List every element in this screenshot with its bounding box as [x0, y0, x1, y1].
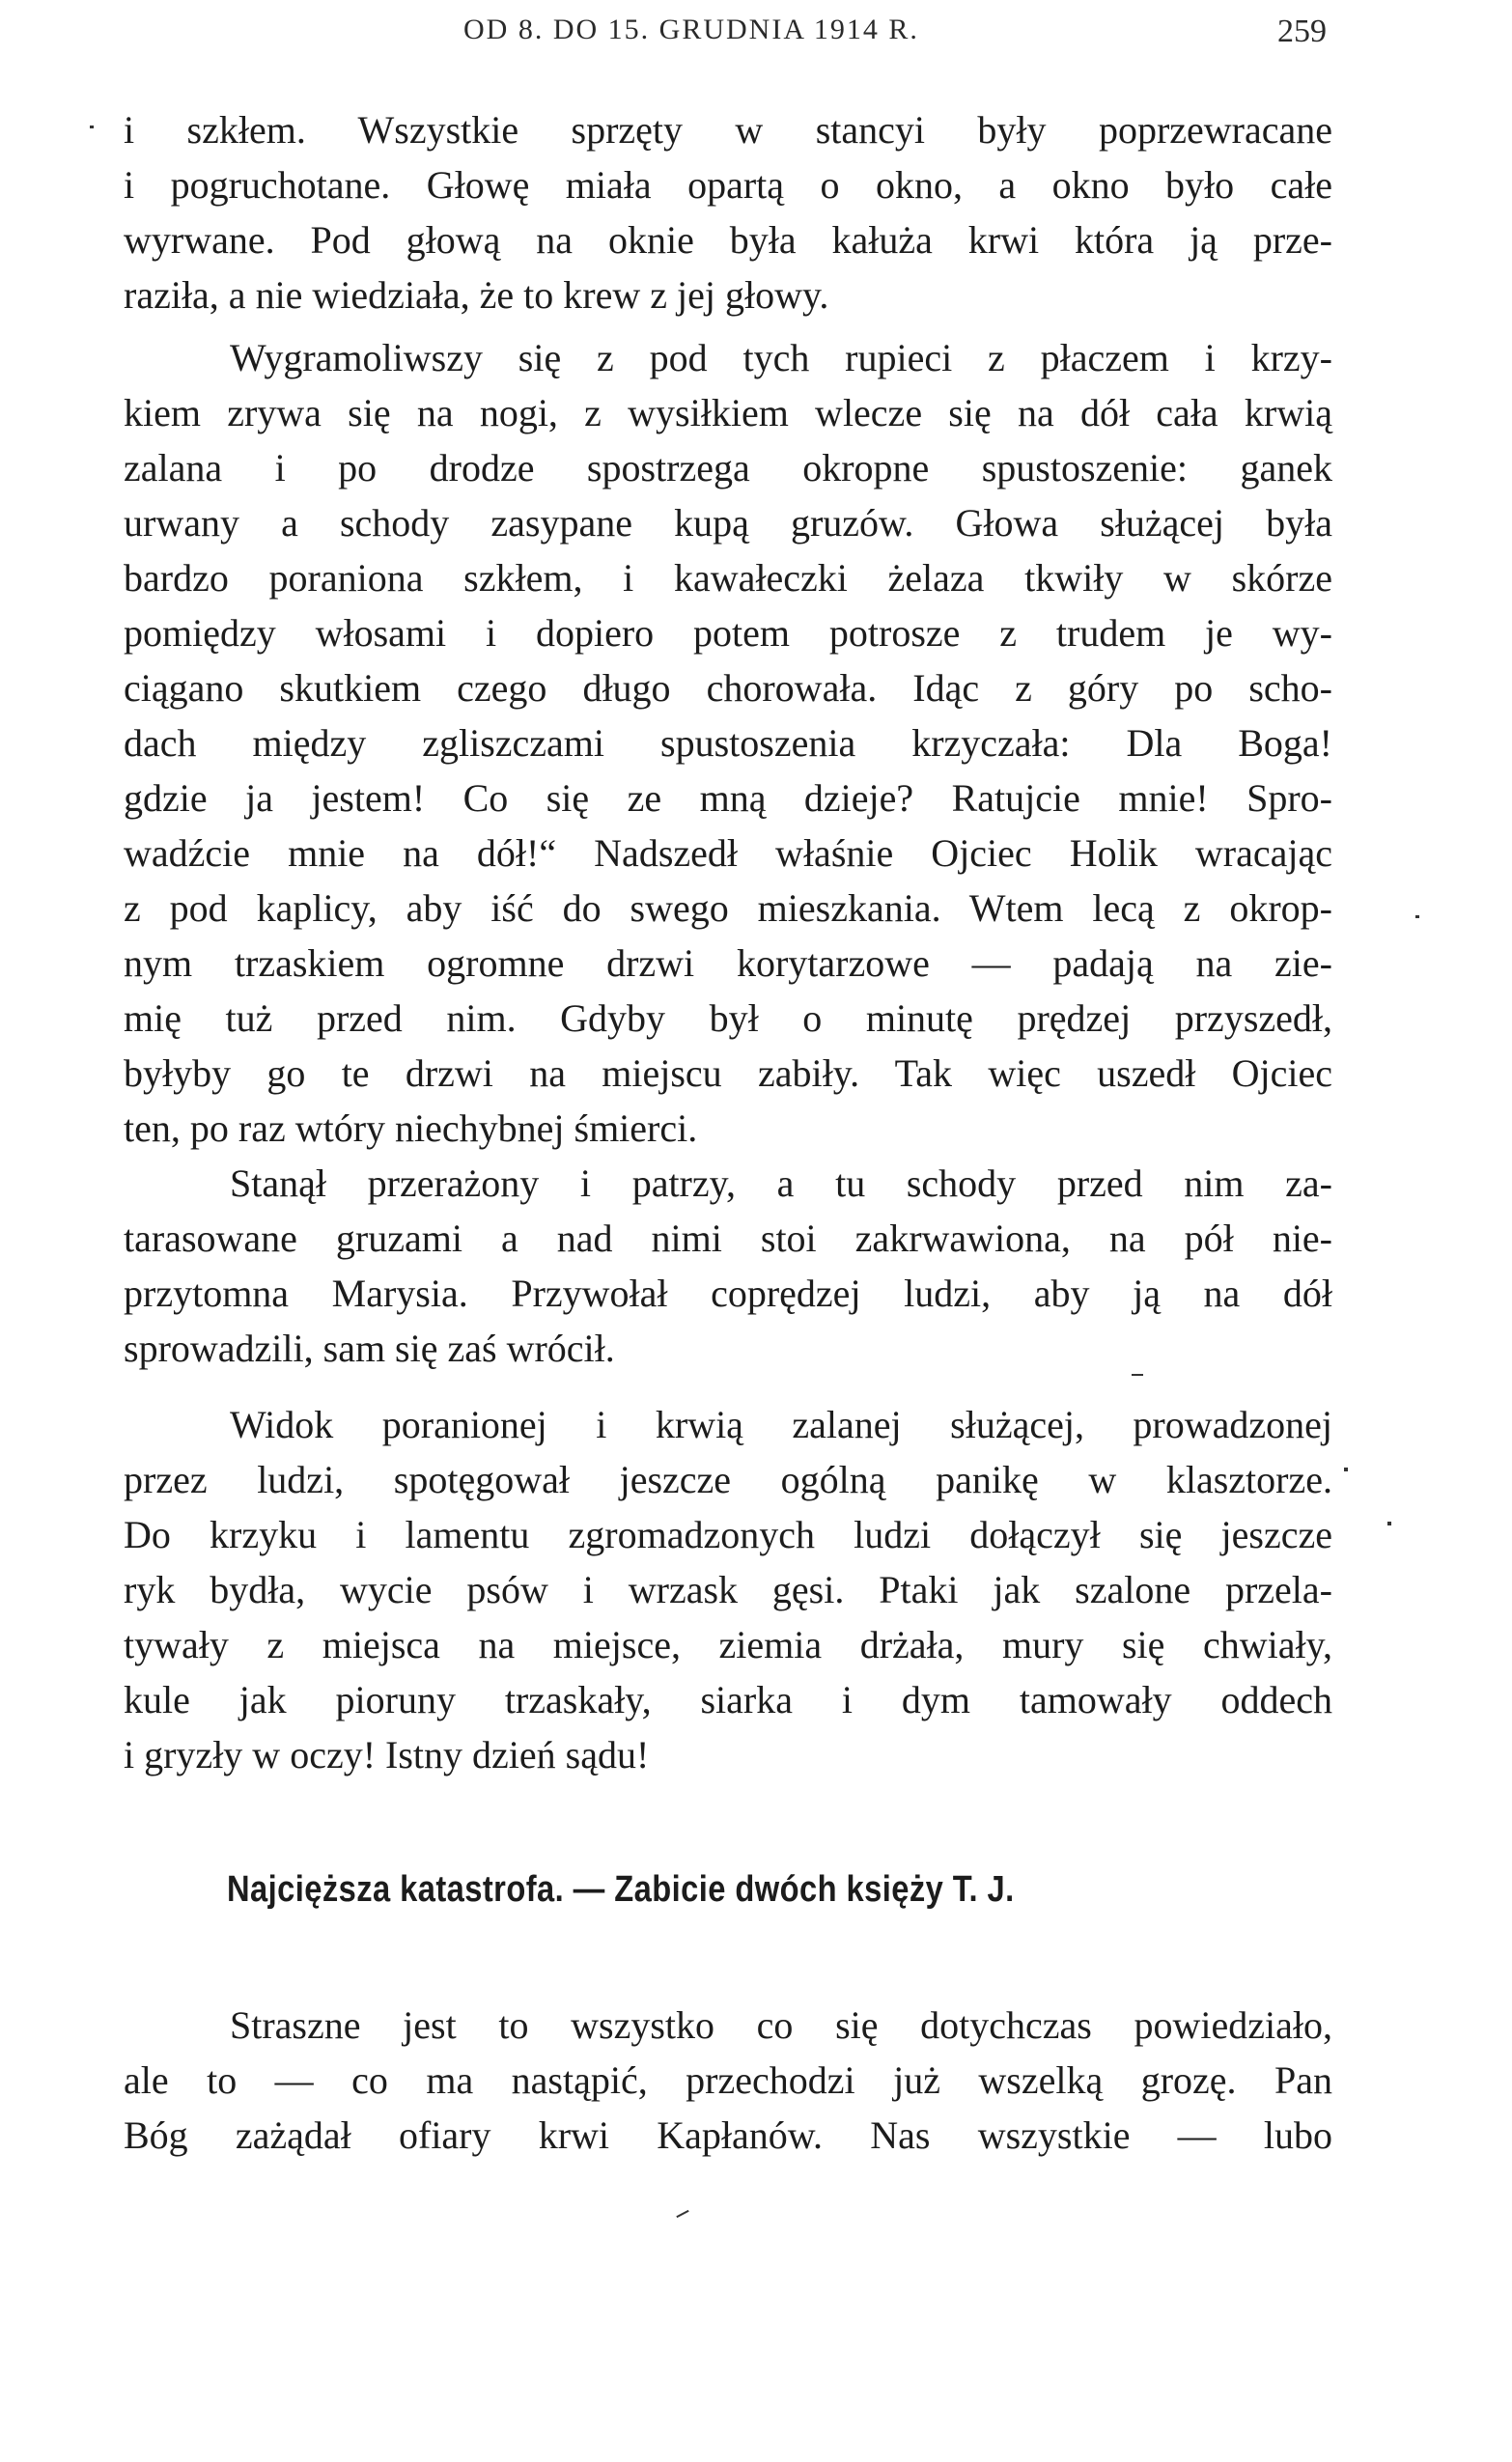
text-line: urwany a schody zasypane kupą gruzów. Głowa służącej była	[124, 501, 1332, 545]
text-line: raziła, a nie wiedziała, że to krew z jej głowy.	[124, 273, 829, 317]
text-line: z pod kaplicy, aby iść do swego mieszkania. Wtem lecą z okrop-	[124, 886, 1332, 930]
text-line: ten, po raz wtóry niechybnej śmierci.	[124, 1106, 698, 1150]
text-line: Wygramoliwszy się z pod tych rupieci z płaczem i krzy-	[230, 336, 1332, 379]
text-line: pomiędzy włosami i dopiero potem potrosze z trudem je wy-	[124, 611, 1332, 655]
text-line: sprowadzili, sam się zaś wrócił.	[124, 1327, 615, 1370]
text-line: wadźcie mnie na dół!“ Nadszedł właśnie Ojciec Holik wracając	[124, 831, 1332, 875]
text-line: zalana i po drodze spostrzega okropne spustoszenie: ganek	[124, 446, 1332, 490]
text-line: tarasowane gruzami a nad nimi stoi zakrwawiona, na pół nie-	[124, 1217, 1332, 1260]
text-line: przez ludzi, spotęgował jeszcze ogólną panikę w klasztorze.	[124, 1458, 1332, 1501]
text-line: i pogruchotane. Głowę miała opartą o okno, a okno było całe	[124, 163, 1332, 207]
text-line: kule jak pioruny trzaskały, siarka i dym tamowały oddech	[124, 1678, 1332, 1721]
text-line: wyrwane. Pod głową na oknie była kałuża krwi która ją prze-	[124, 218, 1332, 262]
text-line: gdzie ja jestem! Co się ze mną dzieje? Ratujcie mnie! Spro-	[124, 776, 1332, 820]
text-line: Do krzyku i lamentu zgromadzonych ludzi dołączył się jeszcze	[124, 1513, 1332, 1556]
text-line: Bóg zażądał ofiary krwi Kapłanów. Nas wszystkie — lubo	[124, 2113, 1332, 2157]
text-line: dach między zgliszczami spustoszenia krzyczała: Dla Boga!	[124, 721, 1332, 765]
text-line: ciągano skutkiem czego długo chorowała. Idąc z góry po scho-	[124, 666, 1332, 710]
text-line: ale to — co ma nastąpić, przechodzi już wszelką grozę. Pan	[124, 2058, 1332, 2102]
text-line: kiem zrywa się na nogi, z wysiłkiem wlecze się na dół cała krwią	[124, 391, 1332, 434]
scan-speck	[90, 126, 94, 128]
scan-speck	[676, 2210, 688, 2218]
text-line: tywały z miejsca na miejsce, ziemia drżała, mury się chwiały,	[124, 1623, 1332, 1666]
scan-speck	[1132, 1374, 1143, 1376]
text-line: i gryzły w oczy! Istny dzień sądu!	[124, 1733, 650, 1777]
text-line: byłyby go te drzwi na miejscu zabiły. Tak więc uszedł Ojciec	[124, 1051, 1332, 1095]
section-heading: Najcięższa katastrofa. — Zabicie dwóch księży T. J.	[227, 1869, 1015, 1910]
text-line: ryk bydła, wycie psów i wrzask gęsi. Ptaki jak szalone przela-	[124, 1568, 1332, 1611]
text-line: mię tuż przed nim. Gdyby był o minutę prędzej przyszedł,	[124, 996, 1332, 1040]
text-line: Straszne jest to wszystko co się dotychczas powiedziało,	[230, 2003, 1332, 2047]
text-line: i szkłem. Wszystkie sprzęty w stancyi były poprzewracane	[124, 108, 1332, 152]
scan-speck	[1415, 915, 1419, 918]
text-line: przytomna Marysia. Przywołał coprędzej ludzi, aby ją na dół	[124, 1272, 1332, 1315]
running-title: OD 8. DO 15. GRUDNIA 1914 R.	[463, 14, 919, 45]
text-line: nym trzaskiem ogromne drzwi korytarzowe — padają na zie-	[124, 941, 1332, 985]
scan-speck	[1344, 1468, 1348, 1471]
text-line: Stanął przerażony i patrzy, a tu schody przed nim za-	[230, 1161, 1332, 1205]
scan-speck	[1387, 1522, 1391, 1525]
page-number: 259	[1277, 14, 1327, 49]
text-line: bardzo poraniona szkłem, i kawałeczki żelaza tkwiły w skórze	[124, 556, 1332, 600]
text-line: Widok poranionej i krwią zalanej służącej, prowadzonej	[230, 1403, 1332, 1446]
